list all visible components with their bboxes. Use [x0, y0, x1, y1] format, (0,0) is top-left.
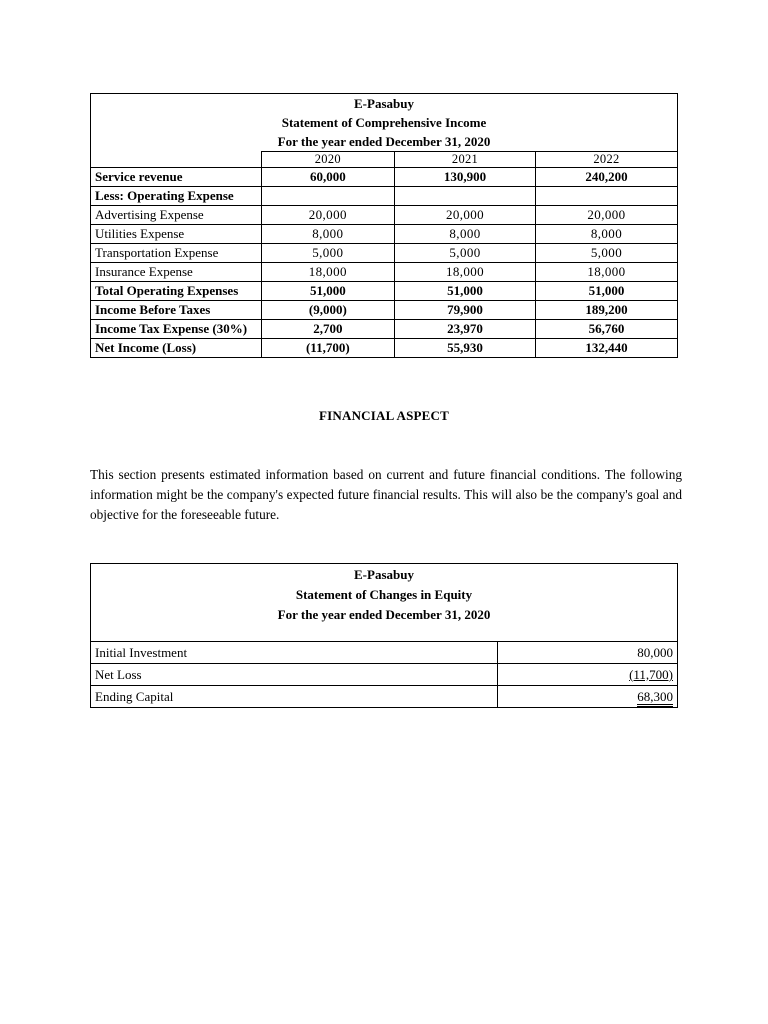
equity-statement-table [90, 563, 678, 708]
row-value: 68,300 [637, 689, 673, 707]
row-value: 189,200 [535, 301, 677, 320]
row-value: 60,000 [261, 168, 394, 187]
table-row [91, 168, 678, 187]
equity-statement-header [91, 564, 678, 642]
row-value: 132,440 [535, 339, 677, 358]
table-row [91, 686, 678, 708]
statement-title: Statement of Comprehensive Income [281, 115, 487, 130]
table-row [91, 244, 678, 263]
row-label: Total Operating Expenses [91, 282, 262, 301]
row-value: 130,900 [395, 168, 536, 187]
row-label: Income Tax Expense (30%) [91, 320, 262, 339]
statement-period: For the year ended December 31, 2020 [277, 607, 491, 622]
row-label: Net Loss [91, 664, 498, 686]
row-value: 55,930 [395, 339, 536, 358]
row-value: 51,000 [261, 282, 394, 301]
row-value: 8,000 [395, 225, 536, 244]
row-value: (9,000) [261, 301, 394, 320]
table-row [91, 225, 678, 244]
year-header-row [91, 152, 678, 168]
row-value: 240,200 [535, 168, 677, 187]
row-label: Income Before Taxes [91, 301, 262, 320]
row-value: 20,000 [535, 206, 677, 225]
row-value: (11,700) [261, 339, 394, 358]
row-value: 8,000 [261, 225, 394, 244]
income-statement-header [91, 94, 678, 152]
row-label: Ending Capital [91, 686, 498, 708]
table-row [91, 664, 678, 686]
table-row [91, 206, 678, 225]
row-value: 18,000 [395, 263, 536, 282]
income-statement-table [90, 93, 678, 358]
row-value: (11,700) [629, 667, 673, 682]
row-value [395, 187, 536, 206]
company-name: E-Pasabuy [354, 567, 414, 582]
row-value: 5,000 [535, 244, 677, 263]
row-label: Net Income (Loss) [91, 339, 262, 358]
year-header: 2022 [535, 152, 677, 168]
year-header: 2020 [261, 152, 394, 168]
statement-title: Statement of Changes in Equity [295, 587, 473, 602]
row-label: Service revenue [91, 168, 262, 187]
row-value: 18,000 [535, 263, 677, 282]
table-row [91, 642, 678, 664]
row-value: 56,760 [535, 320, 677, 339]
table-row [91, 301, 678, 320]
statement-period: For the year ended December 31, 2020 [277, 134, 491, 149]
row-value: 80,000 [637, 645, 673, 660]
section-title: FINANCIAL ASPECT [319, 408, 449, 423]
row-label: Transportation Expense [91, 244, 262, 263]
company-name: E-Pasabuy [354, 96, 414, 111]
row-label: Less: Operating Expense [91, 187, 262, 206]
row-value: 8,000 [535, 225, 677, 244]
row-value [261, 187, 394, 206]
table-row [91, 320, 678, 339]
row-value [535, 187, 677, 206]
year-header: 2021 [395, 152, 536, 168]
row-value: 23,970 [395, 320, 536, 339]
row-value: 79,900 [395, 301, 536, 320]
row-value: 5,000 [395, 244, 536, 263]
row-value: 5,000 [261, 244, 394, 263]
row-label: Initial Investment [91, 642, 498, 664]
row-value: 20,000 [395, 206, 536, 225]
row-value: 20,000 [261, 206, 394, 225]
row-value: 2,700 [261, 320, 394, 339]
row-label: Insurance Expense [91, 263, 262, 282]
section-paragraph: This section presents estimated information based on current and future financial conditions. The following information might be the company's expected future financial results. This will also be the company's goal and objective for the foreseeable future. [90, 467, 682, 522]
row-label: Advertising Expense [91, 206, 262, 225]
table-row [91, 187, 678, 206]
table-row [91, 282, 678, 301]
row-value: 51,000 [395, 282, 536, 301]
table-row [91, 339, 678, 358]
table-row [91, 263, 678, 282]
row-label: Utilities Expense [91, 225, 262, 244]
row-value: 18,000 [261, 263, 394, 282]
row-value: 51,000 [535, 282, 677, 301]
